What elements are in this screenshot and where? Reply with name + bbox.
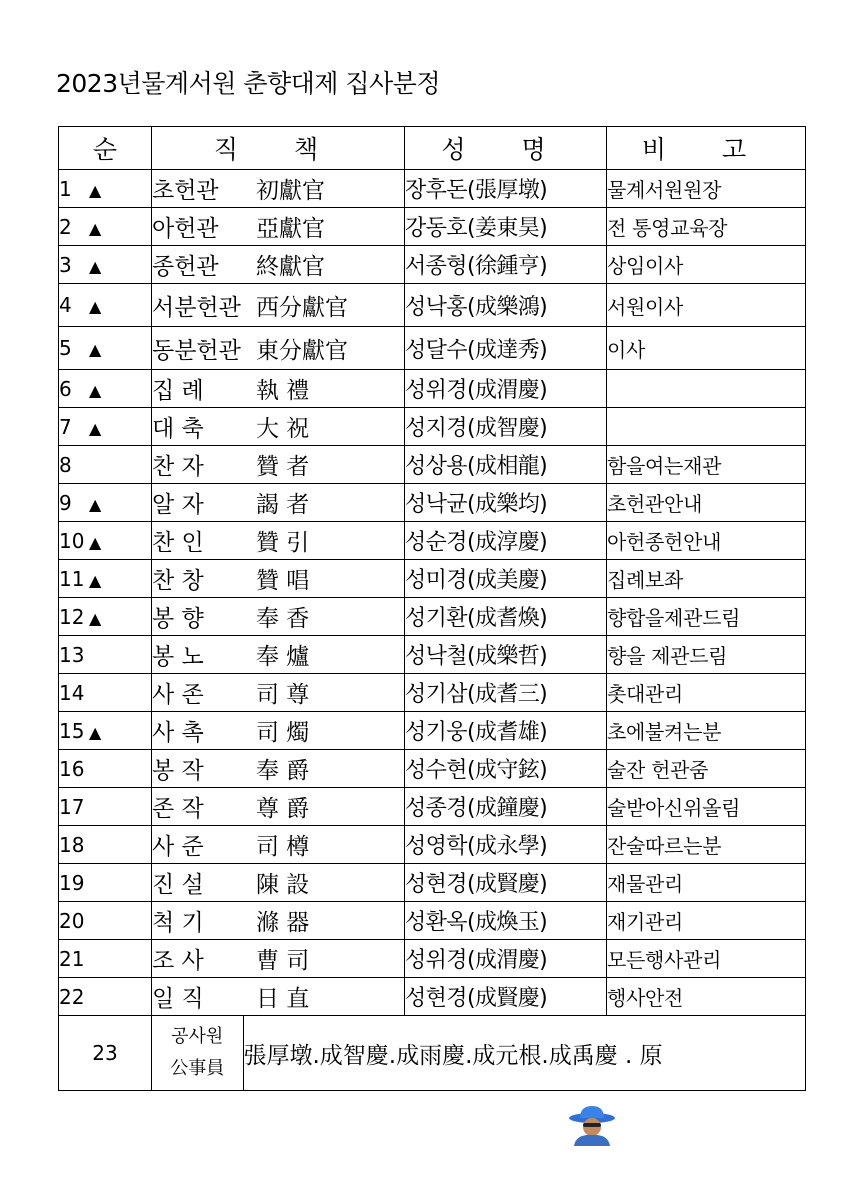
- role-cell: [152, 826, 405, 864]
- role-korean: 일 직: [152, 986, 204, 1012]
- row-number: [59, 522, 152, 560]
- member-name: 성위경(成渭慶): [405, 940, 607, 978]
- role-korean: 봉 향: [152, 606, 204, 632]
- note-cell: 잔술따르는분: [607, 826, 806, 864]
- note-cell: 술받아신위올림: [607, 788, 806, 826]
- table-row: [59, 902, 806, 940]
- header-note: 비 고: [607, 127, 806, 170]
- row-number: [59, 327, 152, 370]
- row-number-text: 15: [59, 718, 85, 743]
- role-cell: [152, 522, 405, 560]
- triangle-marker-icon: ▲: [89, 418, 102, 438]
- member-name: 성미경(成美慶): [405, 560, 607, 598]
- role-cell: [152, 370, 405, 408]
- triangle-marker-icon: ▲: [89, 494, 102, 514]
- role-korean: 진 설: [152, 872, 204, 898]
- role-korean: 서분헌관: [152, 294, 241, 321]
- note-cell: 집례보좌: [607, 560, 806, 598]
- role-cell: [152, 712, 405, 750]
- note-cell: 전 통영교육장: [607, 208, 806, 246]
- role-hanja: 初獻官: [256, 178, 325, 204]
- member-name: 성현경(成賢慶): [405, 864, 607, 902]
- note-cell: 서원이사: [607, 284, 806, 327]
- header-role: 직 책: [152, 127, 405, 170]
- note-cell: 초에불켜는분: [607, 712, 806, 750]
- header-row: [59, 127, 806, 170]
- row-number: [59, 284, 152, 327]
- role-korean: 초헌관: [152, 178, 219, 204]
- role-hanja: 執 禮: [256, 378, 310, 404]
- role-cell: [152, 560, 405, 598]
- table-row: [59, 484, 806, 522]
- gongsawon-names: 張厚墩.成智慶.成雨慶.成元根.成禹慶 . 原: [243, 1042, 663, 1069]
- row-number-text: 4: [59, 293, 72, 317]
- role-cell: [152, 674, 405, 712]
- member-name: 성종경(成鐘慶): [405, 788, 607, 826]
- note-cell: 촛대관리: [607, 674, 806, 712]
- table-row: [59, 674, 806, 712]
- row-number: [59, 446, 152, 484]
- note-cell: 초헌관안내: [607, 484, 806, 522]
- role-cell: [152, 408, 405, 446]
- note-cell: 아헌종헌안내: [607, 522, 806, 560]
- role-hanja: 奉 爵: [256, 758, 310, 784]
- header-no: 순: [59, 127, 152, 170]
- table-row: [59, 522, 806, 560]
- gongsawon-role-hanja: 公事員: [170, 1058, 225, 1079]
- role-hanja: 贊 唱: [256, 568, 310, 594]
- role-korean: 사 촉: [152, 720, 204, 746]
- role-hanja: 亞獻官: [256, 216, 325, 242]
- role-hanja: 奉 香: [256, 606, 310, 632]
- row-number: [59, 208, 152, 246]
- role-korean: 존 작: [152, 796, 204, 822]
- table-row: [59, 826, 806, 864]
- note-cell: 상임이사: [607, 246, 806, 284]
- role-cell: [152, 978, 405, 1016]
- shirt: [574, 1135, 610, 1146]
- row-number: [59, 674, 152, 712]
- role-korean: 알 자: [152, 492, 204, 518]
- gongsawon-cell: [152, 1016, 806, 1091]
- row-number-text: 20: [59, 908, 85, 933]
- table-row: [59, 978, 806, 1016]
- note-cell: 재물관리: [607, 864, 806, 902]
- row-number-text: 5: [59, 336, 72, 360]
- note-cell: 재기관리: [607, 902, 806, 940]
- row-number: [59, 978, 152, 1016]
- row-number-text: 14: [59, 680, 85, 705]
- row-number: [59, 864, 152, 902]
- row-number-text: 6: [59, 376, 72, 401]
- role-hanja: 終獻官: [256, 254, 325, 280]
- row-number-text: 1: [59, 176, 72, 201]
- triangle-marker-icon: ▲: [89, 380, 102, 400]
- member-name: 성위경(成渭慶): [405, 370, 607, 408]
- member-name: 성환옥(成煥玉): [405, 902, 607, 940]
- table-row: [59, 370, 806, 408]
- role-cell: [152, 246, 405, 284]
- table-row-last: [59, 1016, 806, 1091]
- role-hanja: 謁 者: [256, 492, 310, 518]
- row-number: [59, 712, 152, 750]
- row-number: [59, 370, 152, 408]
- role-korean: 종헌관: [152, 254, 219, 280]
- table-row: [59, 788, 806, 826]
- table-row: [59, 598, 806, 636]
- row-number-text: 21: [59, 946, 85, 971]
- role-hanja: 東分獻官: [256, 337, 348, 364]
- triangle-marker-icon: ▲: [89, 722, 102, 742]
- triangle-marker-icon: ▲: [89, 218, 102, 238]
- role-cell: [152, 864, 405, 902]
- member-name: 성지경(成智慶): [405, 408, 607, 446]
- member-name: 성수현(成守鉉): [405, 750, 607, 788]
- role-hanja: 司 樽: [256, 834, 310, 860]
- role-hanja: 大 祝: [256, 416, 310, 442]
- role-hanja: 贊 者: [256, 454, 310, 480]
- table-row: [59, 636, 806, 674]
- member-name: 성영학(成永學): [405, 826, 607, 864]
- row-number-text: 7: [59, 414, 72, 439]
- role-cell: [152, 598, 405, 636]
- note-cell: 술잔 헌관줌: [607, 750, 806, 788]
- row-number: [59, 940, 152, 978]
- triangle-marker-icon: ▲: [89, 570, 102, 590]
- table-row: [59, 864, 806, 902]
- role-cell: [152, 902, 405, 940]
- role-hanja: 司 燭: [256, 720, 310, 746]
- row-number: [59, 902, 152, 940]
- gongsawon-role: [152, 1016, 243, 1090]
- avatar-icon: [568, 1104, 618, 1146]
- triangle-marker-icon: ▲: [89, 608, 102, 628]
- member-name: 성현경(成賢慶): [405, 978, 607, 1016]
- role-korean: 사 준: [152, 834, 204, 860]
- table-row: [59, 940, 806, 978]
- row-number: [59, 788, 152, 826]
- member-name: 성기웅(成耆雄): [405, 712, 607, 750]
- note-cell: 향을 제관드림: [607, 636, 806, 674]
- role-cell: [152, 446, 405, 484]
- role-cell: [152, 788, 405, 826]
- table-row: [59, 246, 806, 284]
- member-name: 성낙홍(成樂鴻): [405, 284, 607, 327]
- role-hanja: 贊 引: [256, 530, 310, 556]
- table-row: [59, 408, 806, 446]
- row-number: [59, 560, 152, 598]
- role-hanja: 日 直: [256, 986, 310, 1012]
- row-number-text: 18: [59, 832, 85, 857]
- role-cell: [152, 208, 405, 246]
- note-cell: 함을여는재관: [607, 446, 806, 484]
- table-row: [59, 208, 806, 246]
- member-name: 성상용(成相龍): [405, 446, 607, 484]
- row-number-text: 2: [59, 214, 72, 239]
- row-number: [59, 598, 152, 636]
- note-cell: 향합을제관드림: [607, 598, 806, 636]
- row-number: 23: [59, 1016, 152, 1091]
- triangle-marker-icon: ▲: [89, 297, 102, 316]
- table-row: [59, 284, 806, 327]
- role-korean: 봉 작: [152, 758, 204, 784]
- member-name: 성낙철(成樂哲): [405, 636, 607, 674]
- gongsawon-role-ko: 공사원: [171, 1026, 224, 1047]
- table-row: [59, 327, 806, 370]
- table-row: [59, 446, 806, 484]
- triangle-marker-icon: ▲: [89, 340, 102, 359]
- note-cell: [607, 408, 806, 446]
- role-cell: [152, 170, 405, 208]
- member-name: 강동호(姜東昊): [405, 208, 607, 246]
- member-name: 성달수(成達秀): [405, 327, 607, 370]
- row-number-text: 12: [59, 604, 85, 629]
- row-number-text: 10: [59, 528, 85, 553]
- role-cell: [152, 750, 405, 788]
- hat-crown: [580, 1106, 604, 1118]
- triangle-marker-icon: ▲: [89, 180, 102, 200]
- role-cell: [152, 940, 405, 978]
- role-korean: 아헌관: [152, 216, 219, 242]
- table-row: [59, 750, 806, 788]
- note-cell: 물계서원원장: [607, 170, 806, 208]
- role-cell: [152, 484, 405, 522]
- role-korean: 대 축: [152, 416, 204, 442]
- row-number-text: 11: [59, 566, 85, 591]
- row-number-text: 22: [59, 984, 85, 1009]
- row-number-text: 19: [59, 870, 85, 895]
- role-hanja: 司 尊: [256, 682, 310, 708]
- note-cell: 행사안전: [607, 978, 806, 1016]
- member-name: 장후돈(張厚墩): [405, 170, 607, 208]
- table-row: [59, 170, 806, 208]
- role-korean: 사 존: [152, 682, 204, 708]
- member-name: 서종형(徐鍾亨): [405, 246, 607, 284]
- table-row: [59, 712, 806, 750]
- row-number-text: 13: [59, 642, 85, 667]
- role-korean: 동분헌관: [152, 337, 241, 364]
- role-hanja: 尊 爵: [256, 796, 310, 822]
- triangle-marker-icon: ▲: [89, 256, 102, 276]
- row-number: [59, 408, 152, 446]
- role-hanja: 陳 設: [256, 872, 310, 898]
- row-number-text: 16: [59, 756, 85, 781]
- note-cell: 이사: [607, 327, 806, 370]
- row-number: [59, 246, 152, 284]
- member-name: 성순경(成淳慶): [405, 522, 607, 560]
- role-korean: 집 례: [152, 378, 204, 404]
- role-korean: 찬 창: [152, 568, 204, 594]
- member-name: 성기삼(成耆三): [405, 674, 607, 712]
- row-number: [59, 636, 152, 674]
- glasses: [583, 1123, 601, 1127]
- note-cell: 모든행사관리: [607, 940, 806, 978]
- row-number-text: 8: [59, 452, 72, 477]
- role-cell: [152, 284, 405, 327]
- role-korean: 찬 인: [152, 530, 204, 556]
- role-korean: 봉 노: [152, 644, 204, 670]
- row-number: [59, 484, 152, 522]
- page-title: 2023년물계서원 춘향대제 집사분정: [56, 69, 440, 98]
- role-hanja: 曹 司: [256, 948, 310, 974]
- role-hanja: 奉 爐: [256, 644, 310, 670]
- roster-table: [58, 126, 806, 1091]
- role-korean: 척 기: [152, 910, 204, 936]
- role-korean: 찬 자: [152, 454, 204, 480]
- row-number: [59, 170, 152, 208]
- role-hanja: 滌 器: [256, 910, 310, 936]
- note-cell: [607, 370, 806, 408]
- triangle-marker-icon: ▲: [89, 532, 102, 552]
- row-number: [59, 750, 152, 788]
- row-number-text: 3: [59, 252, 72, 277]
- row-number-text: 17: [59, 794, 85, 819]
- member-name: 성낙균(成樂均): [405, 484, 607, 522]
- row-number-text: 9: [59, 490, 72, 515]
- role-korean: 조 사: [152, 948, 204, 974]
- row-number: [59, 826, 152, 864]
- role-hanja: 西分獻官: [256, 294, 348, 321]
- role-cell: [152, 636, 405, 674]
- member-name: 성기환(成耆煥): [405, 598, 607, 636]
- header-name: 성 명: [405, 127, 607, 170]
- role-cell: [152, 327, 405, 370]
- table-row: [59, 560, 806, 598]
